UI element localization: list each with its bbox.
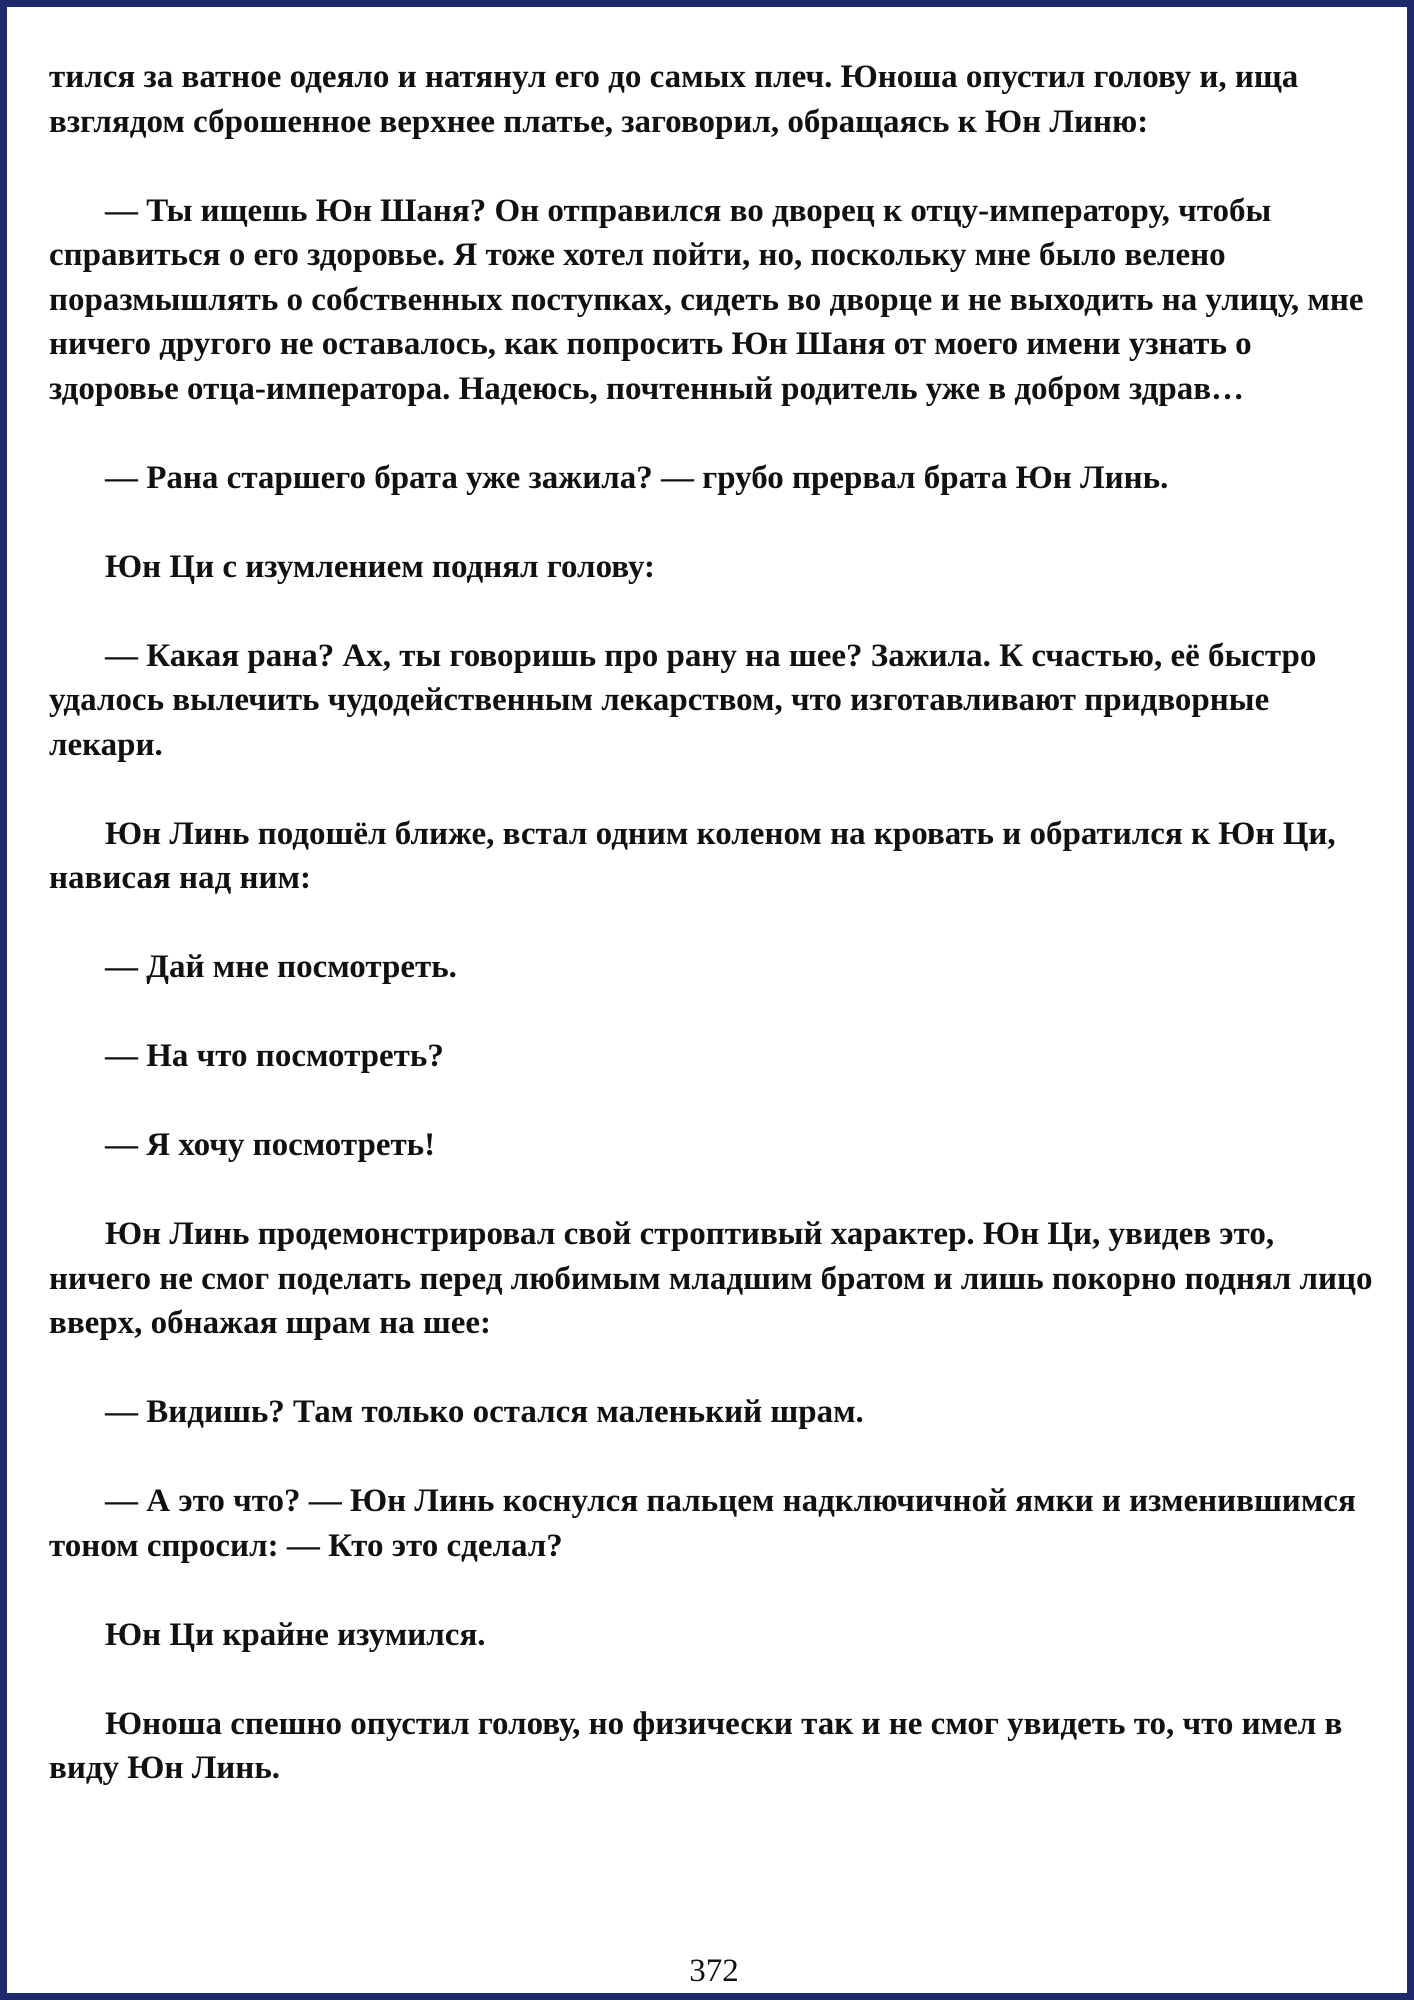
page-content <box>49 55 1381 1835</box>
paragraph-13: Юн Ци крайне изумился. <box>105 1616 486 1653</box>
paragraph-3: — Рана старшего брата уже зажила? — грубо прервал брата Юн Линь. <box>105 459 1169 496</box>
paragraph-14: Юноша спешно опустил голову, но физически так и не смог увидеть то, что имел в виду Юн Линь. <box>49 1705 1343 1786</box>
paragraph-2: — Ты ищешь Юн Шаня? Он отправился во дворец к отцу-императору, чтобы справиться о его здоровье. Я тоже хотел пойти, но, поскольку мне было велено поразмышлять о собственных поступках, сидеть во дворце и не выходить на улицу, мне ничего другого не оставалось, как попросить Юн Шаня от моего имени узнать о здоровье отца-императора. Надеюсь, почтенный родитель уже в добром здрав… <box>49 192 1364 407</box>
paragraph-12: — А это что? — Юн Линь коснулся пальцем надключичной ямки и изменившимся тоном спросил: — Кто это сделал? <box>49 1483 1356 1564</box>
paragraph-7: — Дай мне посмотреть. <box>105 949 457 985</box>
paragraph-10: Юн Линь продемонстрировал свой строптивый характер. Юн Ци, увидев это, ничего не смог поделать перед любимым младшим братом и лишь покорно поднял лицо вверх, обнажая шрам на шее: <box>49 1216 1373 1341</box>
paragraph-4: Юн Ци с изумлением поднял голову: <box>105 548 655 585</box>
paragraph-1: тился за ватное одеяло и натянул его до самых плеч. Юноша опустил голову и, ища взглядом сброшенное верхнее платье, заговорил, обращаясь к Юн Линю: <box>49 59 1299 140</box>
paragraph-9: — Я хочу посмотреть! <box>105 1127 436 1163</box>
page-number: 372 <box>689 1953 739 1989</box>
paragraph-6: Юн Линь подошёл ближе, встал одним коленом на кровать и обратился к Юн Ци, нависая над ним: <box>49 815 1336 896</box>
paragraph-8: — На что посмотреть? <box>105 1038 444 1074</box>
paragraph-11: — Видишь? Там только остался маленький шрам. <box>105 1394 864 1430</box>
paragraph-5: — Какая рана? Ах, ты говоришь про рану на шее? Зажила. К счастью, её быстро удалось вылечить чудодейственным лекарством, что изготавливают придворные лекари. <box>49 637 1317 763</box>
